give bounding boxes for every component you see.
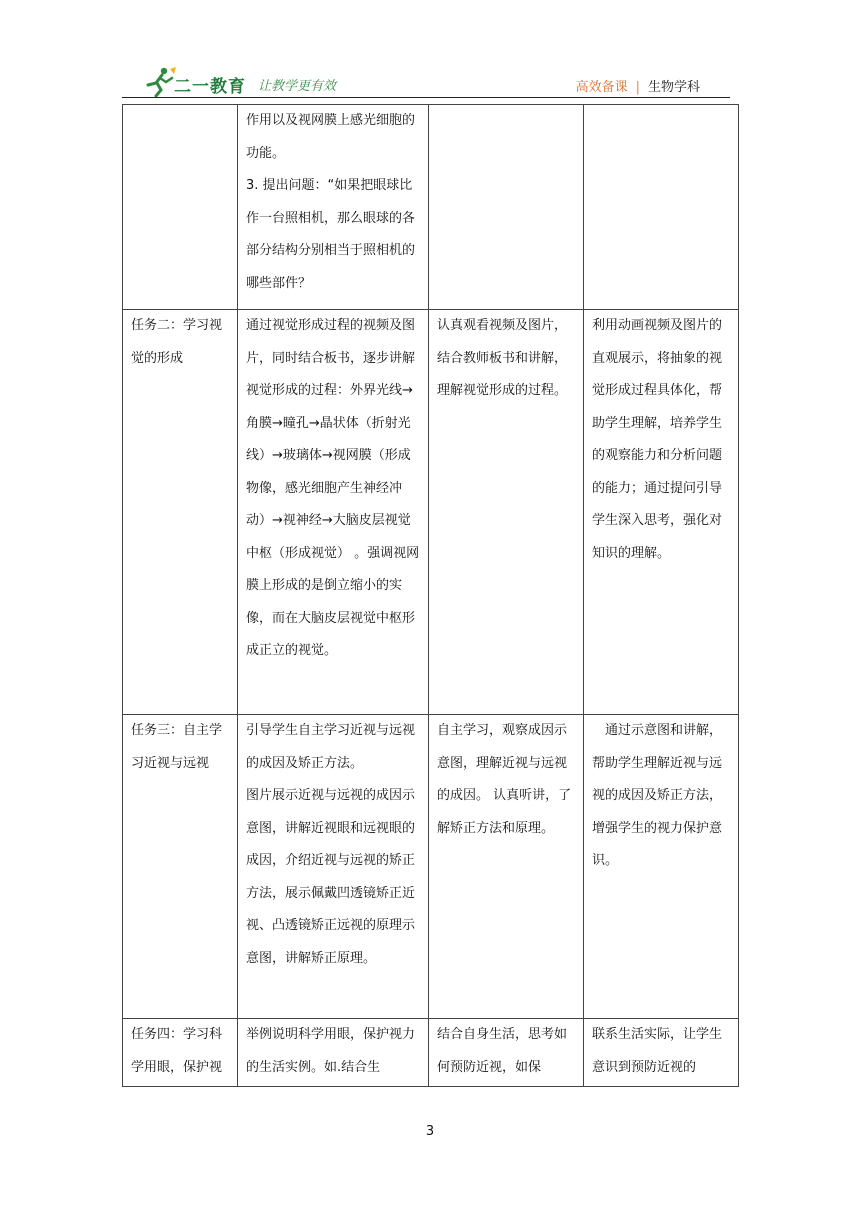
teacher-paragraph: 引导学生自主学习近视与远视的成因及矫正方法。 [246, 723, 416, 771]
section-label: 高效备课 [575, 80, 628, 95]
header-rule [122, 97, 730, 98]
student-cell [429, 105, 584, 310]
task-cell [123, 105, 238, 310]
teacher-cell [238, 715, 429, 1019]
teacher-cell [238, 310, 429, 715]
table-row [123, 1019, 739, 1087]
task-cell: 任务三：自主学习近视与远视 [123, 715, 238, 1019]
teacher-paragraph: 图片展示近视与远视的成因示意图，讲解近视眼和远视眼的成因，介绍近视与远视的矫正方法，展示佩戴凹透镜矫正近视、凸透镜矫正远视的原理示意图，讲解矫正原理。 [246, 788, 416, 966]
teacher-paragraph: 3. 提出问题：“如果把眼球比作一台照相机，那么眼球的各部分结构分别相当于照相机的哪些部件？ [246, 178, 416, 291]
teacher-cell [238, 1019, 429, 1087]
intent-cell: 利用动画视频及图片的直观展示，将抽象的视觉形成过程具体化，帮助学生理解，培养学生的观察能力和分析问题的能力；通过提问引导学生深入思考，强化对知识的理解。 [584, 310, 739, 715]
lesson-table [122, 104, 739, 1087]
teacher-paragraph: 通过视觉形成过程的视频及图片，同时结合板书，逐步讲解视觉形成的过程：外界光线→角膜→瞳孔→晶状体（折射光线）→玻璃体→视网膜（形成物像，感光细胞产生神经冲动）→视神经→大脑皮层视觉中枢（形成视觉） 。强调视网膜上形成的是倒立缩小的实像，而在大脑皮层视觉中枢形成正立的视觉。 [246, 318, 420, 658]
intent-cell [584, 105, 739, 310]
header-section [576, 76, 700, 95]
student-cell: 自主学习，观察成因示意图，理解近视与远视的成因。 认真听讲，了解矫正方法和原理。 [429, 715, 584, 1019]
student-cell: 结合自身生活，思考如何预防近视，如保 [429, 1019, 584, 1087]
student-cell: 认真观看视频及图片，结合教师板书和讲解，理解视觉形成的过程。 [429, 310, 584, 715]
brand-name: 二一教育 [174, 77, 246, 97]
runner-logo-icon [144, 66, 178, 98]
table-row [123, 715, 739, 1019]
task-cell: 任务四：学习科学用眼，保护视 [123, 1019, 238, 1087]
intent-cell: 通过示意图和讲解，帮助学生理解近视与远视的成因及矫正方法，增强学生的视力保护意识。 [584, 715, 739, 1019]
teacher-paragraph: 作用以及视网膜上感光细胞的功能。 [246, 113, 416, 161]
brand-slogan: 让教学更有效 [258, 79, 337, 94]
header-separator: | [635, 80, 640, 95]
brand-logo [144, 66, 274, 98]
intent-cell: 联系生活实际，让学生意识到预防近视的 [584, 1019, 739, 1087]
page-header [122, 64, 730, 98]
teacher-cell [238, 105, 429, 310]
teacher-paragraph: 举例说明科学用眼，保护视力的生活实例。如.结合生 [246, 1027, 416, 1075]
page-number: 3 [425, 1124, 435, 1139]
subject-label: 生物学科 [647, 80, 700, 95]
table-row [123, 310, 739, 715]
table-row [123, 105, 739, 310]
task-cell: 任务二：学习视觉的形成 [123, 310, 238, 715]
